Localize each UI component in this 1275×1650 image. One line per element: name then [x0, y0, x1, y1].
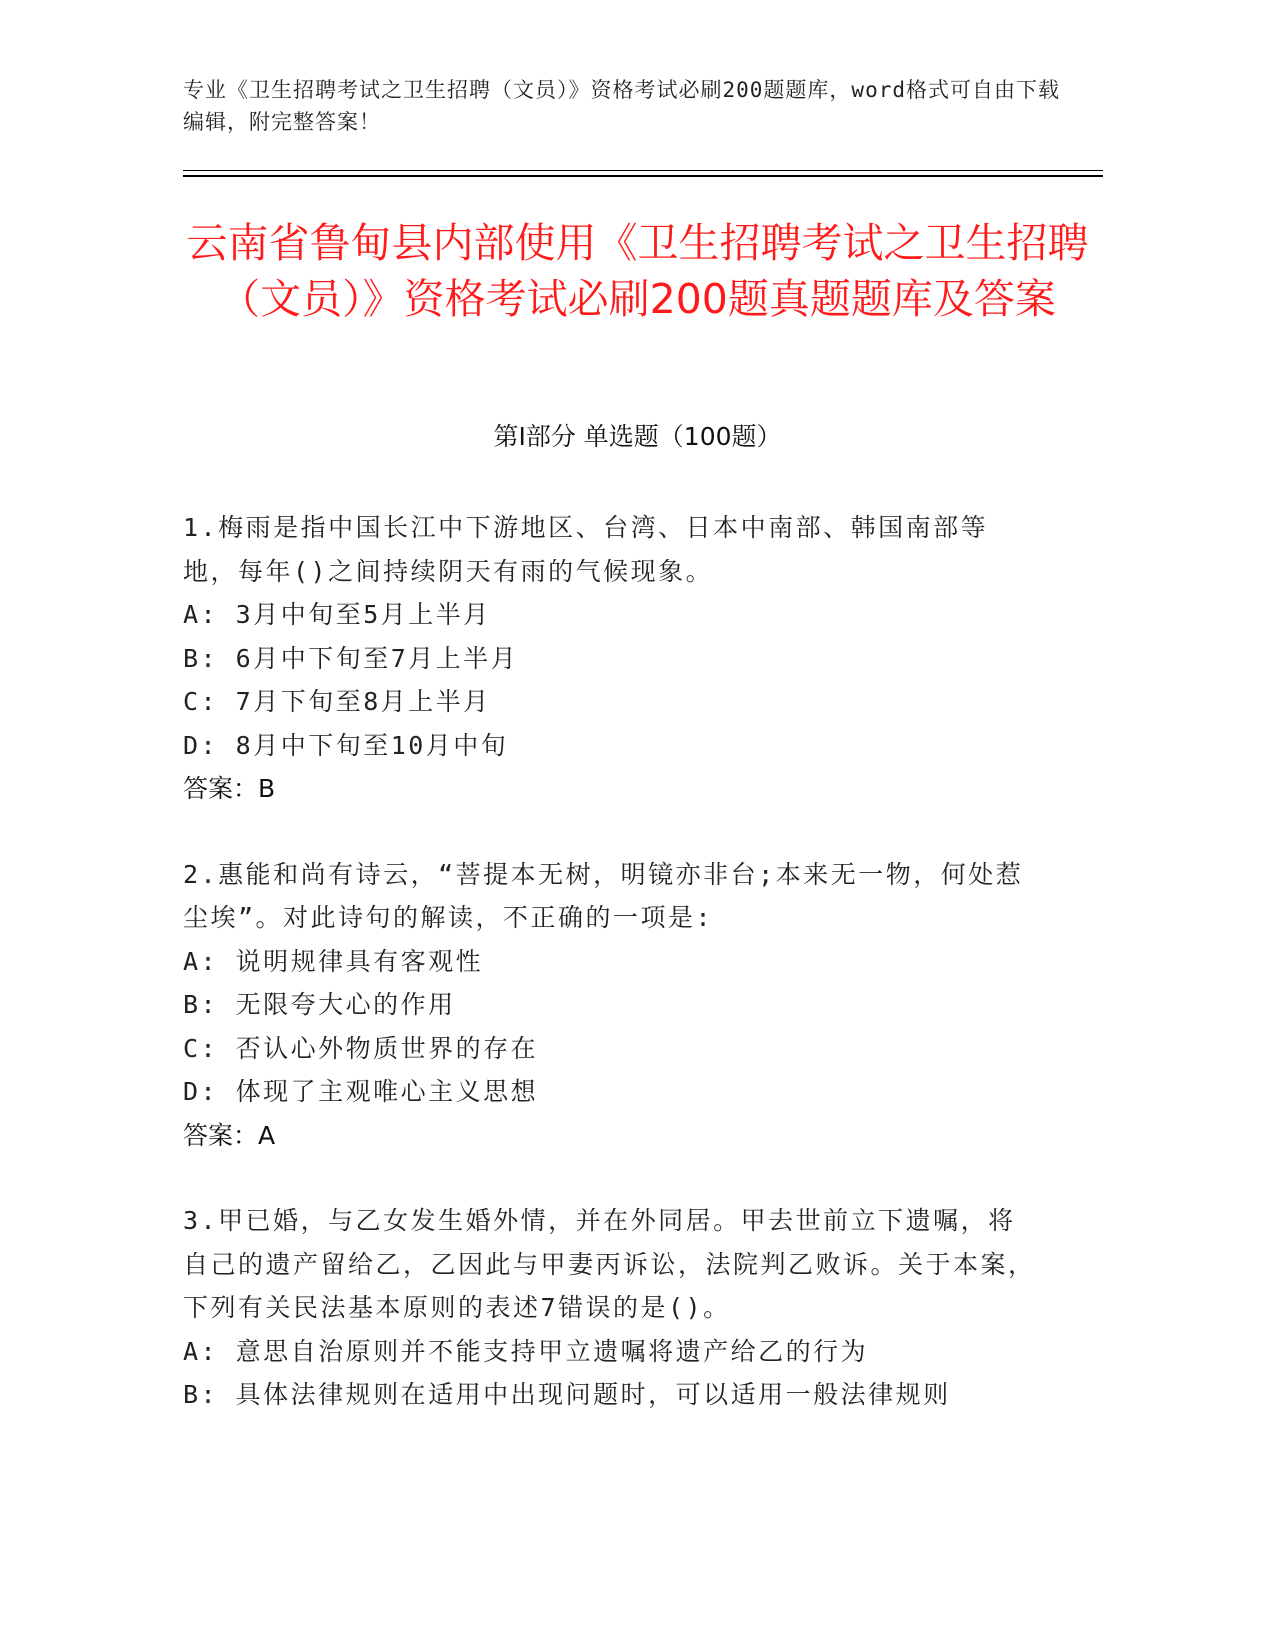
- header-divider-thin: [183, 170, 1103, 171]
- option-d: D: 体现了主观唯心主义思想: [183, 1077, 539, 1106]
- option-d: D: 8月中下旬至10月中旬: [183, 730, 509, 760]
- option-b: B: 具体法律规则在适用中出现问题时，可以适用一般法律规则: [183, 1380, 951, 1409]
- question-list: [183, 506, 1043, 1459]
- question-stem: 1.梅雨是指中国长江中下游地区、台湾、日本中南部、韩国南部等地，每年()之间持续阴天有雨的气候现象。: [183, 513, 989, 586]
- option-a: A: 3月中旬至5月上半月: [183, 600, 491, 629]
- option-a: A: 说明规律具有客观性: [183, 946, 484, 976]
- question-stem: 3.甲已婚，与乙女发生婚外情，并在外同居。甲去世前立下遗嘱，将自己的遗产留给乙，乙因此与甲妻丙诉讼，法院判乙败诉。关于本案，下列有关民法基本原则的表述7错误的是()。: [183, 1206, 1036, 1322]
- option-c: C: 7月下旬至8月上半月: [183, 687, 491, 716]
- question-stem: 2.惠能和尚有诗云，“菩提本无树，明镜亦非台;本来无一物，何处惹尘埃”。对此诗句的解读，不正确的一项是:: [183, 859, 1024, 932]
- header-divider-thick: [183, 175, 1103, 177]
- answer: 答案：B: [183, 774, 276, 803]
- document-title: 云南省鲁甸县内部使用《卫生招聘考试之卫生招聘（文员）》资格考试必刷200题真题题库及答案: [186, 219, 1089, 323]
- option-c: C: 否认心外物质世界的存在: [183, 1033, 539, 1063]
- option-a: A: 意思自治原则并不能支持甲立遗嘱将遗产给乙的行为: [183, 1336, 869, 1366]
- option-b: B: 6月中下旬至7月上半月: [183, 643, 519, 673]
- question-3: [183, 1199, 1043, 1417]
- option-b: B: 无限夸大心的作用: [183, 990, 456, 1019]
- question-1: [183, 506, 1043, 811]
- section-title: 第I部分 单选题（100题）: [493, 422, 782, 451]
- answer: 答案：A: [183, 1120, 276, 1150]
- header-note: 专业《卫生招聘考试之卫生招聘（文员）》资格考试必刷200题题库，word格式可自由下载编辑，附完整答案！: [183, 78, 1060, 134]
- question-2: [183, 853, 1043, 1158]
